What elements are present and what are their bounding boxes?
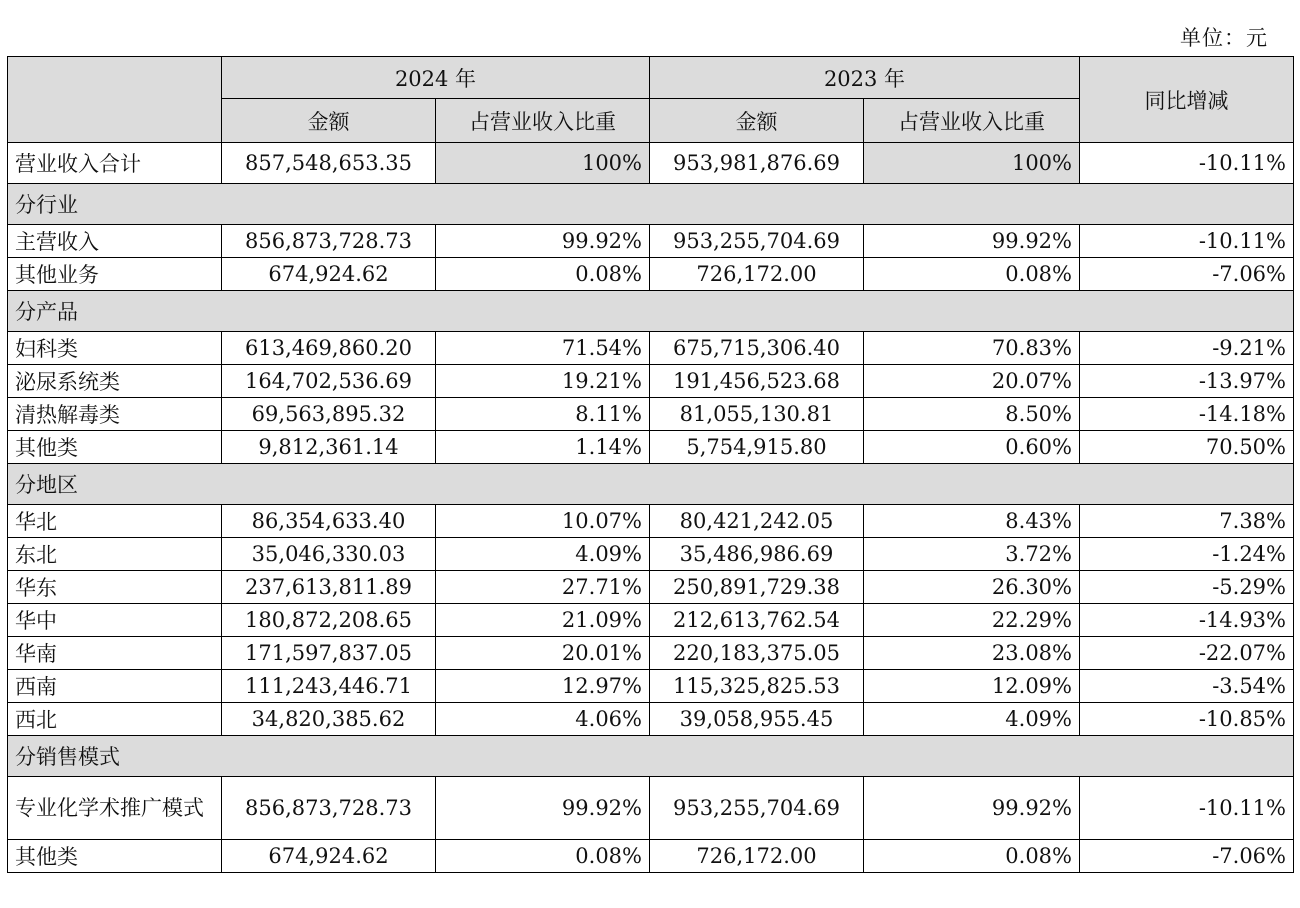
ratio-2023-cell: 99.92%: [864, 777, 1080, 840]
header-yoy: 同比增减: [1080, 57, 1294, 143]
table-row: [8, 703, 1294, 736]
row-label: 专业化学术推广模式: [8, 777, 222, 840]
amount-2023-cell: 115,325,825.53: [650, 670, 864, 703]
ratio-2023-cell: 0.08%: [864, 258, 1080, 291]
ratio-2024-cell: 20.01%: [436, 637, 650, 670]
header-year-2023: 2023 年: [650, 57, 1080, 99]
amount-2023-cell: 212,613,762.54: [650, 604, 864, 637]
amount-2023-cell: 5,754,915.80: [650, 431, 864, 464]
section-title: 分产品: [8, 291, 1294, 332]
ratio-2024-cell: 27.71%: [436, 571, 650, 604]
row-label: 清热解毒类: [8, 398, 222, 431]
section-title: 分销售模式: [8, 736, 1294, 777]
amount-2024-cell: 9,812,361.14: [222, 431, 436, 464]
amount-2023-cell: 726,172.00: [650, 840, 864, 873]
table-row: [8, 431, 1294, 464]
yoy-cell: -9.21%: [1080, 332, 1294, 365]
amount-2024-cell: 180,872,208.65: [222, 604, 436, 637]
ratio-2023-cell: 8.50%: [864, 398, 1080, 431]
row-label: 其他类: [8, 840, 222, 873]
table-row: [8, 505, 1294, 538]
table-row: [8, 538, 1294, 571]
header-ratio-2023: 占营业收入比重: [864, 99, 1080, 143]
amount-2024-cell: 856,873,728.73: [222, 777, 436, 840]
amount-2024-cell: 35,046,330.03: [222, 538, 436, 571]
yoy-cell: -1.24%: [1080, 538, 1294, 571]
amount-2023-cell: 250,891,729.38: [650, 571, 864, 604]
amount-2024-cell: 69,563,895.32: [222, 398, 436, 431]
ratio-2023-cell: 20.07%: [864, 365, 1080, 398]
ratio-2023-cell: 0.08%: [864, 840, 1080, 873]
ratio-2024-cell: 99.92%: [436, 777, 650, 840]
amount-2024-cell: 34,820,385.62: [222, 703, 436, 736]
table-row: [8, 365, 1294, 398]
ratio-2023-cell: 70.83%: [864, 332, 1080, 365]
row-label: 东北: [8, 538, 222, 571]
yoy-cell: -14.93%: [1080, 604, 1294, 637]
table-body: [8, 57, 1294, 873]
yoy-cell: -10.85%: [1080, 703, 1294, 736]
table-row: [8, 225, 1294, 258]
header-year-2024: 2024 年: [222, 57, 650, 99]
amount-2024-cell: 111,243,446.71: [222, 670, 436, 703]
ratio-2023-cell: 22.29%: [864, 604, 1080, 637]
table-row: [8, 670, 1294, 703]
row-label: 西南: [8, 670, 222, 703]
row-label: 华中: [8, 604, 222, 637]
amount-2024-cell: 857,548,653.35: [222, 143, 436, 184]
row-label: 主营收入: [8, 225, 222, 258]
ratio-2023-cell: 8.43%: [864, 505, 1080, 538]
ratio-2023-cell: 4.09%: [864, 703, 1080, 736]
header-ratio-2024: 占营业收入比重: [436, 99, 650, 143]
amount-2023-cell: 191,456,523.68: [650, 365, 864, 398]
table-row: [8, 777, 1294, 840]
amount-2023-cell: 80,421,242.05: [650, 505, 864, 538]
table-row: [8, 840, 1294, 873]
ratio-2023-cell: 0.60%: [864, 431, 1080, 464]
unit-label: 单位：元: [1180, 26, 1268, 50]
amount-2023-cell: 35,486,986.69: [650, 538, 864, 571]
ratio-2023-cell: 100%: [864, 143, 1080, 184]
ratio-2024-cell: 4.06%: [436, 703, 650, 736]
yoy-cell: -7.06%: [1080, 258, 1294, 291]
amount-2023-cell: 953,981,876.69: [650, 143, 864, 184]
ratio-2023-cell: 99.92%: [864, 225, 1080, 258]
table-row: [8, 637, 1294, 670]
table-row: [8, 571, 1294, 604]
amount-2023-cell: 81,055,130.81: [650, 398, 864, 431]
section-header-row: [8, 464, 1294, 505]
table-row: [8, 258, 1294, 291]
ratio-2024-cell: 1.14%: [436, 431, 650, 464]
table-row: [8, 604, 1294, 637]
ratio-2023-cell: 26.30%: [864, 571, 1080, 604]
row-label: 华南: [8, 637, 222, 670]
yoy-cell: -10.11%: [1080, 777, 1294, 840]
ratio-2024-cell: 100%: [436, 143, 650, 184]
yoy-cell: -10.11%: [1080, 225, 1294, 258]
ratio-2023-cell: 3.72%: [864, 538, 1080, 571]
amount-2023-cell: 220,183,375.05: [650, 637, 864, 670]
row-label: 妇科类: [8, 332, 222, 365]
ratio-2024-cell: 8.11%: [436, 398, 650, 431]
amount-2024-cell: 613,469,860.20: [222, 332, 436, 365]
ratio-2024-cell: 71.54%: [436, 332, 650, 365]
yoy-cell: -3.54%: [1080, 670, 1294, 703]
yoy-cell: -10.11%: [1080, 143, 1294, 184]
yoy-cell: -7.06%: [1080, 840, 1294, 873]
section-header-row: [8, 736, 1294, 777]
ratio-2024-cell: 10.07%: [436, 505, 650, 538]
header-amount-2023: 金额: [650, 99, 864, 143]
amount-2024-cell: 674,924.62: [222, 840, 436, 873]
ratio-2024-cell: 19.21%: [436, 365, 650, 398]
section-title: 分行业: [8, 184, 1294, 225]
yoy-cell: -22.07%: [1080, 637, 1294, 670]
row-label: 其他类: [8, 431, 222, 464]
amount-2024-cell: 164,702,536.69: [222, 365, 436, 398]
row-label: 营业收入合计: [8, 143, 222, 184]
amount-2023-cell: 39,058,955.45: [650, 703, 864, 736]
ratio-2024-cell: 0.08%: [436, 840, 650, 873]
amount-2024-cell: 171,597,837.05: [222, 637, 436, 670]
ratio-2023-cell: 23.08%: [864, 637, 1080, 670]
row-label: 西北: [8, 703, 222, 736]
ratio-2024-cell: 12.97%: [436, 670, 650, 703]
section-header-row: [8, 291, 1294, 332]
revenue-table: [7, 56, 1294, 873]
header-amount-2024: 金额: [222, 99, 436, 143]
ratio-2024-cell: 0.08%: [436, 258, 650, 291]
yoy-cell: 7.38%: [1080, 505, 1294, 538]
amount-2023-cell: 675,715,306.40: [650, 332, 864, 365]
total-row: [8, 143, 1294, 184]
amount-2024-cell: 237,613,811.89: [222, 571, 436, 604]
header-row-years: [8, 57, 1294, 99]
row-label: 泌尿系统类: [8, 365, 222, 398]
amount-2023-cell: 726,172.00: [650, 258, 864, 291]
amount-2024-cell: 674,924.62: [222, 258, 436, 291]
header-blank-cell: [8, 57, 222, 143]
row-label: 华东: [8, 571, 222, 604]
yoy-cell: 70.50%: [1080, 431, 1294, 464]
table-row: [8, 332, 1294, 365]
row-label: 其他业务: [8, 258, 222, 291]
amount-2024-cell: 86,354,633.40: [222, 505, 436, 538]
section-header-row: [8, 184, 1294, 225]
row-label: 华北: [8, 505, 222, 538]
yoy-cell: -13.97%: [1080, 365, 1294, 398]
yoy-cell: -5.29%: [1080, 571, 1294, 604]
amount-2024-cell: 856,873,728.73: [222, 225, 436, 258]
amount-2023-cell: 953,255,704.69: [650, 225, 864, 258]
ratio-2024-cell: 99.92%: [436, 225, 650, 258]
amount-2023-cell: 953,255,704.69: [650, 777, 864, 840]
section-title: 分地区: [8, 464, 1294, 505]
ratio-2023-cell: 12.09%: [864, 670, 1080, 703]
ratio-2024-cell: 21.09%: [436, 604, 650, 637]
yoy-cell: -14.18%: [1080, 398, 1294, 431]
ratio-2024-cell: 4.09%: [436, 538, 650, 571]
table-row: [8, 398, 1294, 431]
